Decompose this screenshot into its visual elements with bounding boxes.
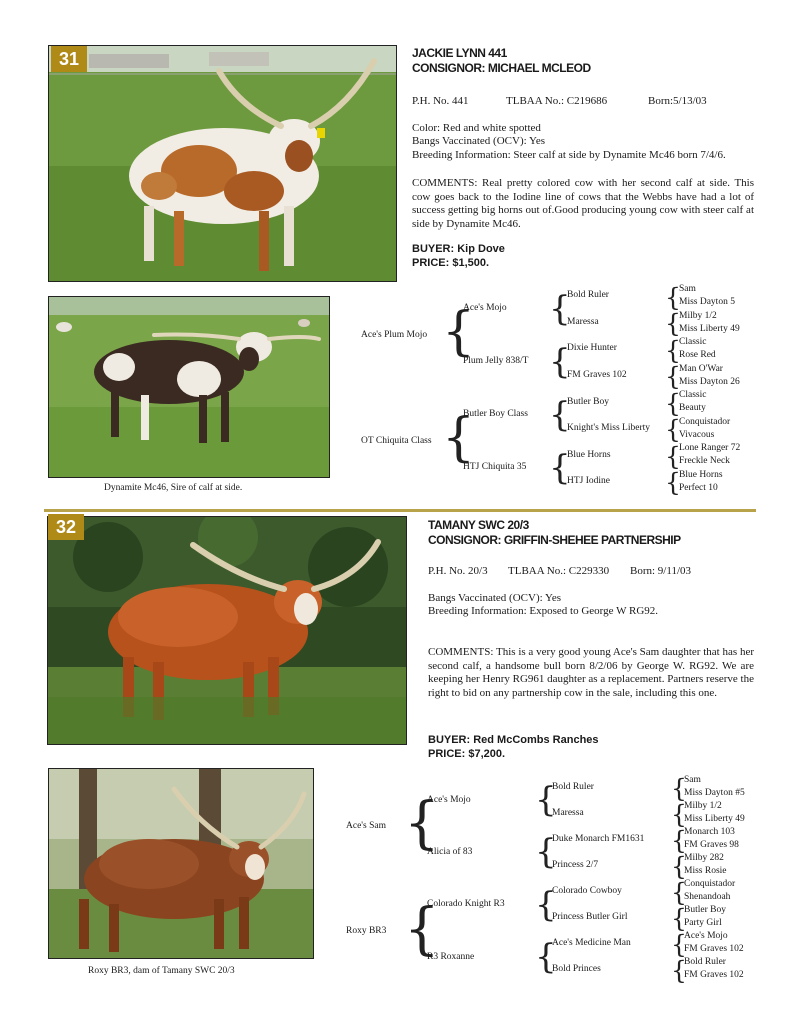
- pedigree-gen2: Butler Boy Class: [463, 409, 528, 419]
- pedigree-gen4: Miss Dayton 5: [679, 297, 735, 307]
- pedigree-brace: {: [665, 389, 681, 418]
- buyer: BUYER: Red McCombs Ranches: [428, 734, 599, 746]
- pedigree-brace: {: [404, 897, 440, 962]
- bangs-info: Bangs Vaccinated (OCV): Yes: [412, 135, 546, 147]
- pedigree-gen4: Miss Liberty 49: [684, 814, 745, 824]
- pedigree-dam: Roxy BR3: [346, 926, 387, 936]
- cow-photo: [47, 516, 407, 745]
- tlbaa-number: TLBAA No.: C219686: [506, 95, 608, 107]
- born-date: Born: 9/11/03: [630, 565, 692, 577]
- pedigree-gen2: R3 Roxanne: [427, 952, 475, 962]
- pedigree-brace: {: [665, 283, 681, 312]
- pedigree-gen2: Ace's Mojo: [427, 795, 471, 805]
- pedigree-gen4: Perfect 10: [679, 483, 718, 493]
- pedigree-brace: {: [665, 309, 681, 338]
- pedigree-brace: {: [442, 408, 476, 468]
- pedigree-gen2: Alicia of 83: [427, 847, 473, 857]
- pedigree-gen4: Classic: [679, 390, 707, 400]
- pedigree-gen3: Butler Boy: [567, 397, 609, 407]
- consignor: CONSIGNOR: GRIFFIN-SHEHEE PARTNERSHIP: [428, 533, 681, 547]
- pedigree-gen3: Duke Monarch FM1631: [552, 834, 645, 844]
- pedigree-gen4: FM Graves 102: [684, 944, 744, 954]
- pedigree-gen3: HTJ Iodine: [567, 476, 611, 486]
- pedigree-gen4: Monarch 103: [684, 827, 735, 837]
- pedigree-brace: {: [549, 342, 571, 382]
- cow-photo: [48, 45, 397, 282]
- pedigree-gen4: Freckle Neck: [679, 456, 730, 466]
- price: PRICE: $1,500.: [412, 257, 490, 269]
- pedigree-gen4: Sam: [684, 775, 701, 785]
- pedigree-brace: {: [665, 362, 681, 391]
- pedigree-gen3: Blue Horns: [567, 450, 611, 460]
- pedigree-brace: {: [671, 930, 687, 959]
- photo-caption: Dynamite Mc46, Sire of calf at side.: [104, 483, 243, 493]
- pedigree-gen4: FM Graves 102: [684, 970, 744, 980]
- bangs-info: Bangs Vaccinated (OCV): Yes: [428, 592, 562, 604]
- comments: COMMENTS: Real pretty colored cow with her second calf at side. This cow goes back to the Iodine line of cows that the Webbs have had a lot of success getting big horns out of.Good producing young cow with steer calf at side by Dynamite Mc46.: [412, 177, 754, 230]
- pedigree-gen2: Ace's Mojo: [463, 303, 507, 313]
- ph-number: P.H. No. 20/3: [428, 565, 488, 577]
- pedigree-brace: {: [549, 395, 571, 435]
- lot-name: JACKIE LYNN 441: [412, 46, 507, 60]
- pedigree-gen2: Colorado Knight R3: [427, 899, 505, 909]
- pedigree-gen4: Milby 1/2: [679, 311, 717, 321]
- pedigree-gen4: Miss Dayton #5: [684, 788, 745, 798]
- pedigree-gen4: Party Girl: [684, 918, 722, 928]
- pedigree-brace: {: [665, 442, 681, 471]
- buyer: BUYER: Kip Dove: [412, 243, 505, 255]
- photo-caption: Roxy BR3, dam of Tamany SWC 20/3: [88, 966, 235, 976]
- pedigree-brace: {: [665, 336, 681, 365]
- pedigree-gen3: Maressa: [552, 808, 584, 818]
- breeding-info: Breeding Information: Exposed to George W RG92.: [428, 605, 659, 617]
- dam-photo: [48, 768, 314, 959]
- pedigree-gen4: Milby 282: [684, 853, 724, 863]
- pedigree-gen2: Plum Jelly 838/T: [463, 356, 529, 366]
- pedigree-gen3: FM Graves 102: [567, 370, 627, 380]
- pedigree-gen4: Bold Ruler: [684, 957, 726, 967]
- pedigree-sire: Ace's Plum Mojo: [361, 330, 428, 340]
- born-date: Born:5/13/03: [648, 95, 707, 107]
- pedigree-gen3: Ace's Medicine Man: [552, 938, 631, 948]
- ph-number: P.H. No. 441: [412, 95, 469, 107]
- pedigree-sire: Ace's Sam: [346, 821, 386, 831]
- pedigree-brace: {: [535, 937, 557, 977]
- pedigree-gen3: Princess Butler Girl: [552, 912, 628, 922]
- pedigree-gen3: Dixie Hunter: [567, 343, 617, 353]
- lot-number-badge: 31: [51, 46, 87, 72]
- breeding-info: Breeding Information: Steer calf at side by Dynamite Mc46 born 7/4/6.: [412, 149, 726, 161]
- pedigree-brace: {: [671, 800, 687, 829]
- pedigree-gen3: Bold Ruler: [567, 290, 609, 300]
- pedigree-brace: {: [549, 448, 571, 488]
- pedigree-gen3: Colorado Cowboy: [552, 886, 622, 896]
- color-info: Color: Red and white spotted: [412, 122, 541, 134]
- pedigree-brace: {: [665, 415, 681, 444]
- pedigree-gen4: Lone Ranger 72: [679, 443, 741, 453]
- pedigree-brace: {: [442, 302, 476, 362]
- pedigree-gen4: Miss Rosie: [684, 866, 727, 876]
- pedigree-gen3: Bold Ruler: [552, 782, 594, 792]
- pedigree-gen4: Blue Horns: [679, 470, 723, 480]
- pedigree-dam: OT Chiquita Class: [361, 436, 432, 446]
- pedigree-gen3: Knight's Miss Liberty: [567, 423, 650, 433]
- section-divider: [44, 509, 756, 512]
- lot-number-badge: 32: [48, 514, 84, 540]
- pedigree-gen4: Ace's Mojo: [684, 931, 728, 941]
- tlbaa-number: TLBAA No.: C229330: [508, 565, 610, 577]
- comments: COMMENTS: This is a very good young Ace's Sam daughter that has her second calf, a handsome bull born 8/2/06 by George W. RG92. We are keeping her Henry RG961 daughter as a replacement. Partners reserve the right to bid on any partnership cow in the sale, including this one.: [428, 646, 754, 699]
- pedigree-gen4: Vivacous: [679, 430, 715, 440]
- cow-photo-graphic: [48, 517, 406, 744]
- pedigree-gen2: HTJ Chiquita 35: [463, 462, 527, 472]
- pedigree-gen4: Conquistador: [679, 417, 731, 427]
- pedigree-gen4: Sam: [679, 284, 696, 294]
- pedigree-brace: {: [665, 468, 681, 497]
- pedigree-gen3: Maressa: [567, 317, 599, 327]
- pedigree-brace: {: [671, 956, 687, 985]
- pedigree-gen4: Conquistador: [684, 879, 736, 889]
- pedigree-brace: {: [535, 885, 557, 925]
- pedigree-brace: {: [671, 904, 687, 933]
- pedigree-gen3: Bold Princes: [552, 964, 601, 974]
- dam-photo-graphic: [49, 769, 313, 958]
- pedigree-brace: {: [671, 852, 687, 881]
- pedigree-gen4: Butler Boy: [684, 905, 726, 915]
- sire-photo-graphic: [49, 297, 329, 477]
- pedigree-gen4: Rose Red: [679, 350, 716, 360]
- pedigree-brace: {: [671, 826, 687, 855]
- pedigree-gen4: FM Graves 98: [684, 840, 739, 850]
- pedigree-gen4: Beauty: [679, 403, 706, 413]
- pedigree-gen4: Miss Dayton 26: [679, 377, 740, 387]
- pedigree-gen4: Miss Liberty 49: [679, 324, 740, 334]
- pedigree-brace: {: [671, 878, 687, 907]
- pedigree-gen4: Milby 1/2: [684, 801, 722, 811]
- pedigree-gen4: Man O'War: [679, 364, 723, 374]
- pedigree-brace: {: [671, 774, 687, 803]
- pedigree-brace: {: [404, 791, 440, 856]
- sire-photo: [48, 296, 330, 478]
- pedigree-brace: {: [549, 289, 571, 329]
- pedigree-brace: {: [535, 832, 557, 872]
- pedigree-brace: {: [535, 780, 557, 820]
- cow-photo-graphic: [49, 46, 396, 281]
- consignor: CONSIGNOR: MICHAEL MCLEOD: [412, 61, 591, 75]
- pedigree-gen4: Classic: [679, 337, 707, 347]
- pedigree-gen4: Shenandoah: [684, 892, 731, 902]
- price: PRICE: $7,200.: [428, 748, 506, 760]
- pedigree-gen3: Princess 2/7: [552, 860, 599, 870]
- lot-name: TAMANY SWC 20/3: [428, 518, 529, 532]
